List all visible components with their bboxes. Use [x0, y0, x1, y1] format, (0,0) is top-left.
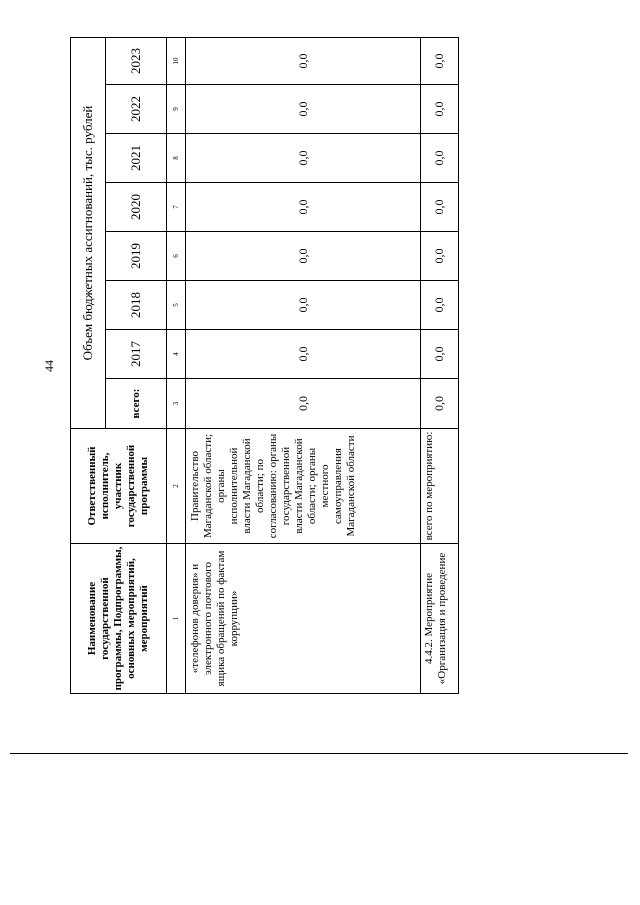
header-year: 2019	[106, 232, 167, 281]
row-value: 0,0	[421, 134, 459, 183]
column-number: 10	[167, 37, 186, 84]
row-value-total: 0,0	[421, 379, 459, 429]
row-value: 0,0	[421, 183, 459, 232]
row-value: 0,0	[421, 37, 459, 84]
row-name: 4.4.2. Мероприятие «Организация и проведение	[421, 544, 459, 694]
page-divider	[10, 753, 628, 754]
header-total: всего:	[106, 379, 167, 429]
header-executor: Ответственный исполнитель, участник государственной программы	[71, 429, 167, 544]
row-value: 0,0	[186, 232, 421, 281]
header-year: 2021	[106, 134, 167, 183]
budget-table	[70, 37, 459, 694]
page-number: 44	[42, 360, 56, 372]
column-number: 6	[167, 232, 186, 281]
header-year: 2023	[106, 37, 167, 84]
table-row	[186, 37, 421, 693]
table-row	[421, 37, 459, 693]
row-value: 0,0	[421, 232, 459, 281]
column-number: 3	[167, 379, 186, 429]
row-value: 0,0	[186, 183, 421, 232]
row-value: 0,0	[186, 281, 421, 330]
column-number: 8	[167, 134, 186, 183]
column-number: 9	[167, 85, 186, 134]
row-value: 0,0	[421, 281, 459, 330]
column-number: 7	[167, 183, 186, 232]
column-number: 4	[167, 330, 186, 379]
budget-table-container	[70, 38, 458, 694]
header-budget-group: Объем бюджетных ассигнований, тыс. рублей	[71, 37, 106, 428]
row-value: 0,0	[421, 85, 459, 134]
column-number: 1	[167, 544, 186, 694]
row-value: 0,0	[421, 330, 459, 379]
header-name: Наименование государственной программы, Подпрограммы, основных мероприятий, мероприятий	[71, 544, 167, 694]
row-value: 0,0	[186, 85, 421, 134]
header-row-1	[71, 37, 106, 693]
header-year: 2022	[106, 85, 167, 134]
column-number: 5	[167, 281, 186, 330]
column-number-row	[167, 37, 186, 693]
row-executor: всего по мероприятию:	[421, 429, 459, 544]
row-executor: Правительство Магаданской области; органы исполнительной власти Магаданской области; по согласованию: органы государственной власти Магаданской области; органы местного самоуправления Магаданской области	[186, 429, 421, 544]
header-year: 2018	[106, 281, 167, 330]
column-number: 2	[167, 429, 186, 544]
row-value-total: 0,0	[186, 379, 421, 429]
header-year: 2020	[106, 183, 167, 232]
row-value: 0,0	[186, 37, 421, 84]
row-name: «телефонов доверия» и электронного почтового ящика обращений по фактам коррупции»	[186, 544, 421, 694]
row-value: 0,0	[186, 134, 421, 183]
row-value: 0,0	[186, 330, 421, 379]
header-year: 2017	[106, 330, 167, 379]
